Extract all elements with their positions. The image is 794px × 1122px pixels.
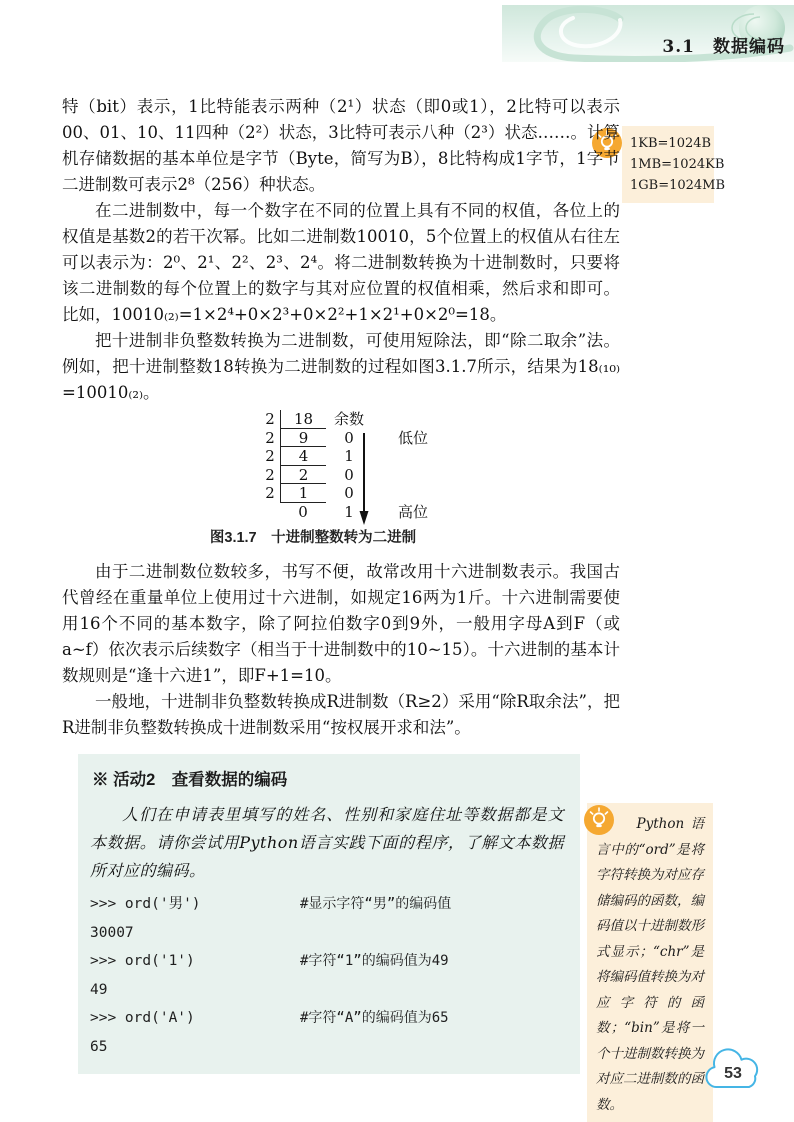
division-row: 2 2 0 — [265, 465, 354, 484]
read-direction-arrow-icon — [358, 431, 370, 526]
low-bit-label: 低位 — [398, 428, 429, 447]
storage-line: 1KB=1024B — [630, 136, 712, 151]
activity-title: ※ 活动2 查看数据的编码 — [92, 771, 288, 789]
code-line: >>> ord('A') #字符“A”的编码值为65 — [90, 1010, 449, 1026]
storage-line: 1GB=1024MB — [630, 178, 726, 193]
code-line: >>> ord('男') #显示字符“男”的编码值 — [90, 896, 452, 912]
division-row: 2 18 余数 — [265, 410, 364, 428]
division-row: 2 1 0 — [265, 484, 354, 502]
paragraph-short-division: 把十进制非负整数转换为二进制数，可使用短除法，即“除二取余”法。例如，把十进制整数18转换为二进制数的过程如图3.1.7所示，结果为18₍₁₀₎=10010₍₂₎。 — [62, 331, 620, 402]
lightbulb-icon — [584, 805, 614, 835]
page-number-cloud — [702, 1046, 764, 1094]
header-band — [502, 5, 794, 62]
code-line: >>> ord('1') #字符“1”的编码值为49 — [90, 953, 449, 969]
code-output-line: 30007 — [90, 924, 134, 941]
short-division-figure — [260, 410, 500, 521]
figure-caption: 图3.1.7 十进制整数转为二进制 — [209, 530, 417, 546]
page-number: 53 — [724, 1065, 742, 1082]
code-output-line: 49 — [90, 981, 108, 998]
paragraph-hexadecimal: 由于二进制数位数较多，书写不便，故常改用十六进制数表示。我国古代曾经在重量单位上使用过十六进制，如规定16两为1斤。十六进制需要使用16个不同的基本数字，除了阿拉伯数字0到9外，一般用字母A到F（或a~f）依次表示后续数字（相当于十进制数中的10~15）。十六进制的基本计数规则是“逢十六进1”，即F+1=10。 — [62, 562, 620, 685]
paragraph-bit-states: 特（bit）表示，1比特能表示两种（2¹）状态（即0或1），2比特可以表示00、01、10、11四种（2²）状态，3比特可表示八种（2³）状态……。计算机存储数据的基本单位是字节（Byte，简写为B），8比特构成1字节，1字节二进制数可表示2⁸（256）种状态。 — [62, 97, 620, 194]
python-functions-note: Python 语言中的“ord”是将字符转换为对应存储编码的函数，编码值以十进制数形式显示；“chr”是将编码值转换为对应字符的函数；“bin”是将一个十进制数转换为对应二进制数的函数。 — [587, 803, 713, 1122]
division-row: 0 1 高位 — [298, 502, 429, 521]
division-row: 2 4 1 — [265, 447, 354, 465]
section-title: 3.1 数据编码 — [662, 37, 785, 57]
division-row: 2 9 0 低位 — [265, 428, 429, 447]
activity-intro: 人们在申请表里填写的姓名、性别和家庭住址等数据都是文本数据。请你尝试用Python语言实践下面的程序，了解文本数据所对应的编码。 — [90, 805, 564, 880]
python-code-block — [90, 890, 564, 1061]
paragraph-binary-weights: 在二进制数中，每一个数字在不同的位置上具有不同的权值，各位上的权值是基数2的若干次幂。比如二进制数10010，5个位置上的权值从右往左可以表示为：2⁰、2¹、2²、2³、2⁴。将二进制数转换为十进制数时，只要将该二进制数的每个位置上的数字与其对应位置的权值相乘，然后求和即可。比如，10010₍₂₎=1×2⁴+0×2³+0×2²+1×2¹+0×2⁰=18。 — [62, 201, 620, 324]
paragraph-radix-rule: 一般地，十进制非负整数转换成R进制数（R≥2）采用“除R取余法”，把R进制非负整数转换成十进制数采用“按权展开求和法”。 — [62, 692, 620, 737]
high-bit-label: 高位 — [398, 502, 429, 521]
main-text-column — [62, 94, 620, 1074]
storage-units-note — [622, 126, 726, 203]
activity-box — [78, 754, 580, 1074]
storage-line: 1MB=1024KB — [630, 157, 725, 172]
code-output-line: 65 — [90, 1038, 108, 1055]
